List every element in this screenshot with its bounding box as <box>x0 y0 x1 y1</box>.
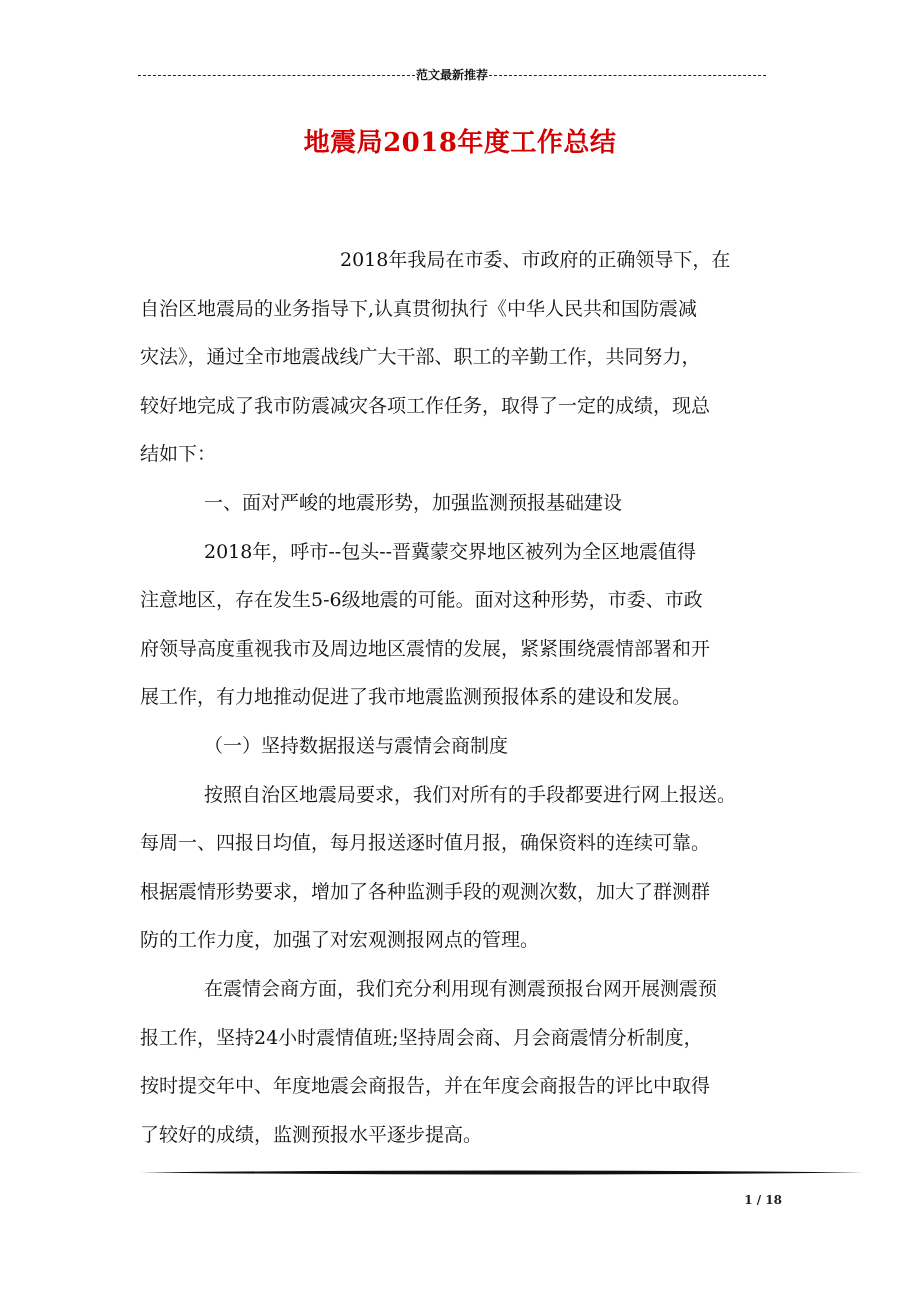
paragraph-line: （一）坚持数据报送与震情会商制度 <box>204 734 509 757</box>
page-number: 1 / 18 <box>744 1193 782 1207</box>
paragraph-line: 自治区地震局的业务指导下,认真贯彻执行《中华人民共和国防震减 <box>140 297 698 320</box>
footer-divider <box>140 1169 864 1176</box>
paragraph-line: 在震情会商方面，我们充分利用现有测震预报台网开展测震预 <box>204 977 718 1000</box>
paragraph-line: 了较好的成绩，监测预报水平逐步提高。 <box>140 1123 483 1146</box>
paragraph-line: 每周一、四报日均值，每月报送逐时值月报，确保资料的连续可靠。 <box>140 832 711 855</box>
paragraph-line: 府领导高度重视我市及周边地区震情的发展，紧紧围绕震情部署和开 <box>140 637 711 660</box>
document-title: 地震局2018年度工作总结 <box>303 128 617 158</box>
paragraph-line: 报工作，坚持24小时震情值班;坚持周会商、月会商震情分析制度， <box>140 1026 703 1049</box>
paragraph-line: 注意地区，存在发生5-6级地震的可能。面对这种形势，市委、市政 <box>140 589 703 612</box>
paragraph-line: 结如下： <box>140 443 217 466</box>
paragraph-line: 按时提交年中、年度地震会商报告，并在年度会商报告的评比中取得 <box>140 1075 711 1098</box>
paragraph-line: 2018年，呼市--包头--晋冀蒙交界地区被列为全区地震值得 <box>204 540 697 563</box>
header-dash-left <box>138 75 415 76</box>
header-label: 范文最新推荐 <box>416 68 489 82</box>
paragraph-line: 一、面对严峻的地震形势，加强监测预报基础建设 <box>204 491 623 514</box>
paragraph-line: 较好地完成了我市防震减灾各项工作任务，取得了一定的成绩，现总 <box>140 394 711 417</box>
paragraph-line: 展工作，有力地推动促进了我市地震监测预报体系的建设和发展。 <box>140 686 692 709</box>
paragraph-line: 防的工作力度，加强了对宏观测报网点的管理。 <box>140 929 540 952</box>
paragraph-line: 2018年我局在市委、市政府的正确领导下，在 <box>340 249 731 271</box>
page-header <box>138 66 766 83</box>
paragraph-line: 灾法》，通过全市地震战线广大干部、职工的辛勤工作，共同努力， <box>140 346 701 369</box>
paragraph-line: 按照自治区地震局要求，我们对所有的手段都要进行网上报送。 <box>204 783 737 806</box>
paragraph-line: 根据震情形势要求，增加了各种监测手段的观测次数，加大了群测群 <box>140 880 711 903</box>
document-body <box>140 236 800 1159</box>
header-dash-right <box>489 75 766 76</box>
